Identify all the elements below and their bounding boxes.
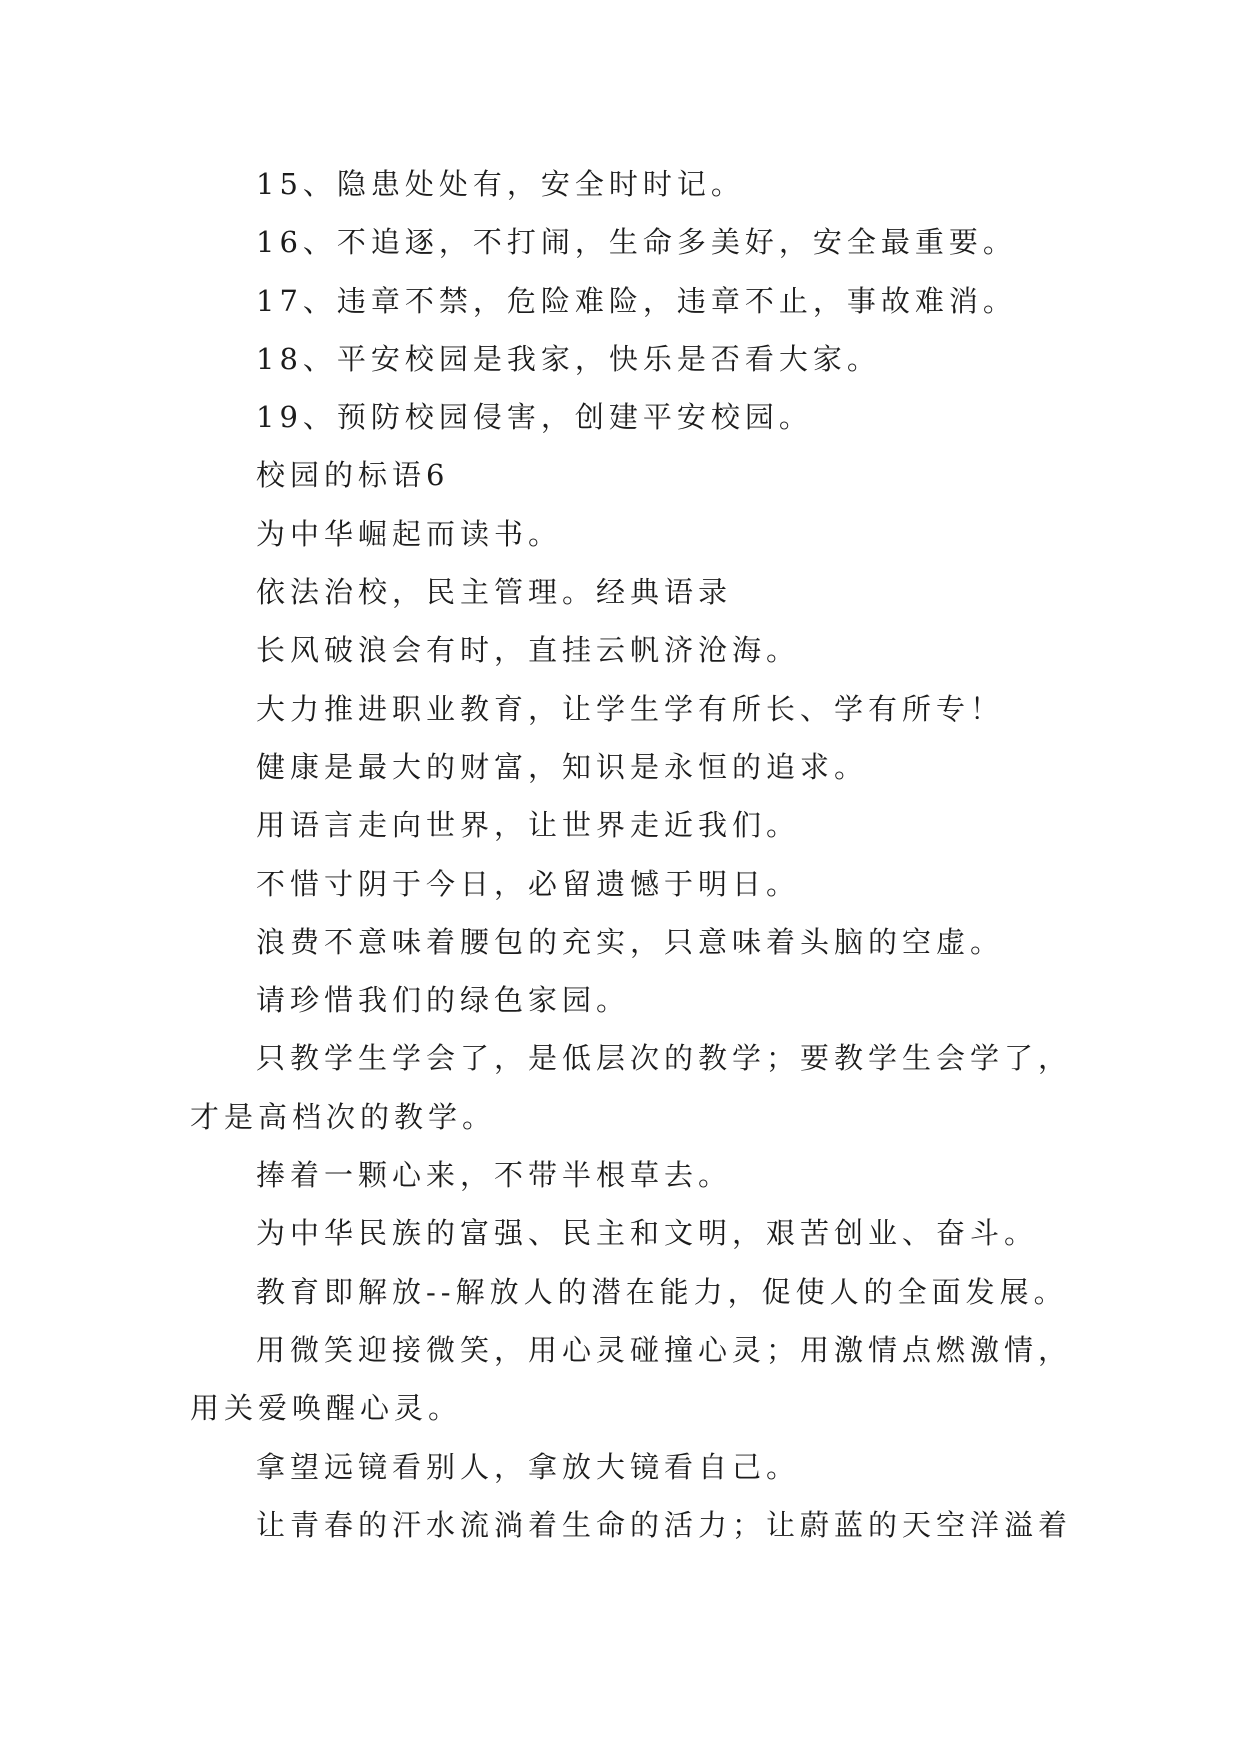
document-body (190, 155, 1080, 1554)
text-line: 16、不追逐，不打闹，生命多美好，安全最重要。 (256, 225, 1017, 260)
paragraph (190, 1496, 1080, 1554)
text-line: 只教学生学会了，是低层次的教学；要教学生会学了， (256, 1041, 1073, 1076)
text-line: 用语言走向世界，让世界走近我们。 (256, 808, 801, 843)
list-item-slogan-15 (190, 155, 1080, 213)
paragraph (190, 1438, 1080, 1496)
text-line: 长风破浪会有时，直挂云帆济沧海。 (256, 633, 801, 668)
text-line: 依法治校，民主管理。经典语录 (256, 575, 733, 610)
paragraph (190, 855, 1080, 913)
list-item-slogan-17 (190, 272, 1080, 330)
text-line: 请珍惜我们的绿色家园。 (256, 983, 631, 1018)
text-line: 不惜寸阴于今日，必留遗憾于明日。 (256, 866, 801, 901)
paragraph (190, 913, 1080, 971)
paragraph (190, 680, 1080, 738)
paragraph (190, 1263, 1080, 1321)
text-line: 捧着一颗心来，不带半根草去。 (256, 1158, 733, 1193)
text-line: 教育即解放--解放人的潜在能力，促使人的全面发展。 (256, 1274, 1068, 1309)
paragraph (190, 1321, 1080, 1438)
paragraph (190, 971, 1080, 1029)
paragraph (190, 796, 1080, 854)
paragraph (190, 1029, 1080, 1146)
text-line-continuation: 用关爱唤醒心灵。 (190, 1391, 463, 1426)
paragraph (190, 621, 1080, 679)
section-heading (190, 446, 1080, 504)
list-item-slogan-19 (190, 388, 1080, 446)
text-line: 用微笑迎接微笑，用心灵碰撞心灵；用激情点燃激情， (256, 1332, 1073, 1367)
text-line: 拿望远镜看别人，拿放大镜看自己。 (256, 1449, 801, 1484)
paragraph (190, 738, 1080, 796)
text-line: 为中华民族的富强、民主和文明，艰苦创业、奋斗。 (256, 1216, 1039, 1251)
section-heading-text: 校园的标语6 (256, 458, 450, 493)
text-line: 大力推进职业教育，让学生学有所长、学有所专！ (256, 691, 1005, 726)
list-item-slogan-18 (190, 330, 1080, 388)
text-line-continuation: 才是高档次的教学。 (190, 1099, 497, 1134)
text-line: 浪费不意味着腰包的充实，只意味着头脑的空虚。 (256, 924, 1005, 959)
text-line: 17、违章不禁，危险难险，违章不止，事故难消。 (256, 283, 1017, 318)
text-line: 19、预防校园侵害，创建平安校园。 (256, 400, 813, 435)
text-line: 18、平安校园是我家，快乐是否看大家。 (256, 341, 881, 376)
text-line: 15、隐患处处有，安全时时记。 (256, 167, 745, 201)
paragraph (190, 1146, 1080, 1204)
text-line: 健康是最大的财富，知识是永恒的追求。 (256, 749, 869, 784)
list-item-slogan-16 (190, 213, 1080, 271)
paragraph (190, 1204, 1080, 1262)
text-line: 为中华崛起而读书。 (256, 516, 563, 551)
paragraph (190, 563, 1080, 621)
paragraph (190, 505, 1080, 563)
text-line: 让青春的汗水流淌着生命的活力；让蔚蓝的天空洋溢着 (256, 1507, 1073, 1542)
